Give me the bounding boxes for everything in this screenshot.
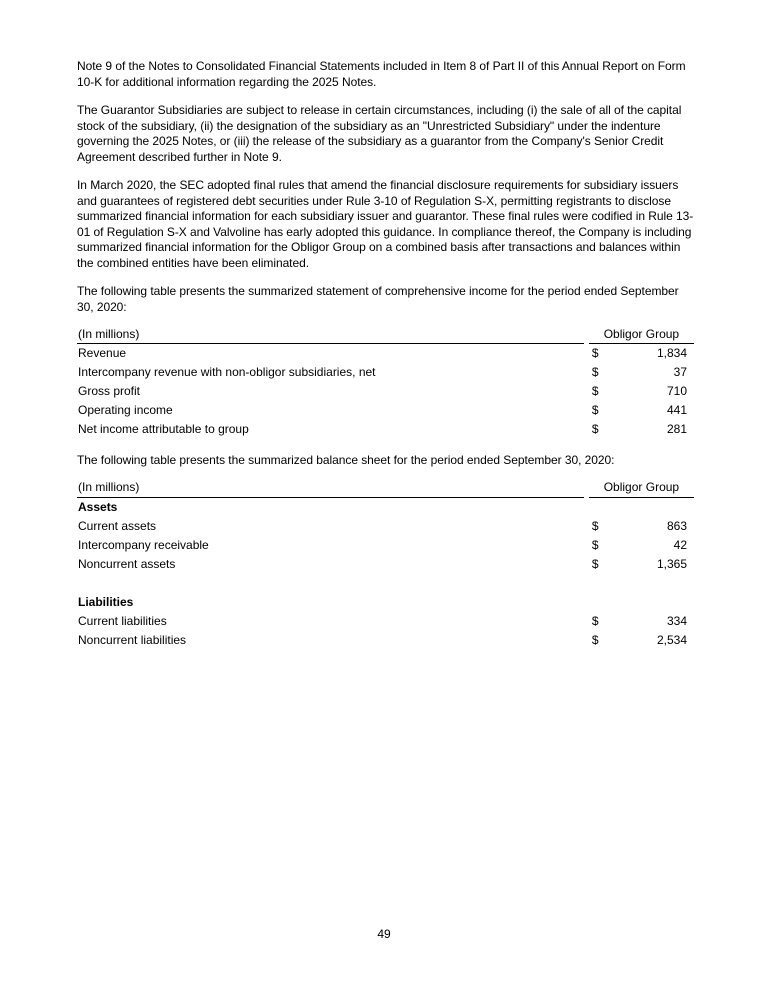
paragraph-sec-rules: In March 2020, the SEC adopted final rules that amend the financial disclosure requirements for subsidiary issuers and guarantees of registered debt securities under Rule 3-10 of Regulation S-X, permitting registrants to disclose summarized financial information for each subsidiary issuer and guarantor. These final rules were codified in Rule 13-01 of Regulation S-X and Valvoline has early adopted this guidance. In compliance thereof, the Company is including summarized financial information for the Obligor Group on a combined basis after transactions and balances within the combined entities have been eliminated. xyxy=(77,178,694,270)
value-current-liabilities: 334 xyxy=(666,613,687,628)
header-in-millions: (In millions) xyxy=(77,479,584,498)
value-gross-profit: 710 xyxy=(666,384,687,398)
section-heading-row xyxy=(77,593,694,612)
row-label-gross-profit: Gross profit xyxy=(78,384,141,398)
value-noncurrent-assets: 1,365 xyxy=(656,556,687,571)
header-in-millions: (In millions) xyxy=(77,325,584,344)
table-row xyxy=(77,555,694,574)
value-intercompany-revenue: 37 xyxy=(673,365,687,379)
header-obligor-group: Obligor Group xyxy=(589,325,694,344)
value-net-income: 281 xyxy=(666,422,687,436)
value-noncurrent-liabilities: 2,534 xyxy=(656,632,687,647)
row-label-operating-income: Operating income xyxy=(78,403,173,417)
balance-sheet-table xyxy=(77,479,694,650)
page-number: 49 xyxy=(377,927,391,941)
table-header-row xyxy=(77,325,694,344)
table-row xyxy=(77,631,694,650)
row-label-noncurrent-assets: Noncurrent assets xyxy=(78,556,176,571)
currency-symbol: $ xyxy=(591,632,599,647)
currency-symbol: $ xyxy=(591,556,599,571)
currency-symbol: $ xyxy=(591,537,599,552)
header-obligor-group: Obligor Group xyxy=(589,479,694,498)
row-label-current-assets: Current assets xyxy=(78,518,157,533)
currency-symbol: $ xyxy=(591,518,599,533)
value-operating-income: 441 xyxy=(666,403,687,417)
table-row xyxy=(77,612,694,631)
income-statement-table-wrapper xyxy=(77,325,697,439)
value-intercompany-receivable: 42 xyxy=(673,537,687,552)
table-row xyxy=(77,344,694,363)
table-row xyxy=(77,363,694,382)
spacer-row xyxy=(77,574,694,593)
paragraph-income-table-intro: The following table presents the summarized statement of comprehensive income for the period ended September 30, 2020: xyxy=(77,284,679,314)
currency-symbol: $ xyxy=(591,613,599,628)
table-row xyxy=(77,382,694,401)
table-row xyxy=(77,536,694,555)
currency-symbol: $ xyxy=(591,403,599,417)
income-statement-table xyxy=(77,325,694,439)
row-label-current-liabilities: Current liabilities xyxy=(78,613,167,628)
currency-symbol: $ xyxy=(591,346,599,360)
paragraph-note9-reference: Note 9 of the Notes to Consolidated Financial Statements included in Item 8 of Part II of this Annual Report on Form 10-K for additional information regarding the 2025 Notes. xyxy=(77,59,686,89)
balance-sheet-table-wrapper xyxy=(77,479,697,650)
value-current-assets: 863 xyxy=(666,518,687,533)
document-page xyxy=(77,59,697,650)
row-label-net-income: Net income attributable to group xyxy=(78,422,249,436)
currency-symbol: $ xyxy=(591,422,599,436)
section-heading-liabilities: Liabilities xyxy=(78,594,134,609)
value-revenue: 1,834 xyxy=(656,346,687,360)
row-label-intercompany-revenue: Intercompany revenue with non-obligor subsidiaries, net xyxy=(78,365,376,379)
section-heading-row xyxy=(77,498,694,517)
section-heading-assets: Assets xyxy=(78,499,118,514)
row-label-intercompany-receivable: Intercompany receivable xyxy=(78,537,209,552)
table-header-row xyxy=(77,479,694,498)
currency-symbol: $ xyxy=(591,365,599,379)
paragraph-balance-table-intro: The following table presents the summarized balance sheet for the period ended September 30, 2020: xyxy=(77,453,615,467)
table-row xyxy=(77,517,694,536)
row-label-revenue: Revenue xyxy=(78,346,127,360)
row-label-noncurrent-liabilities: Noncurrent liabilities xyxy=(78,632,187,647)
currency-symbol: $ xyxy=(591,384,599,398)
paragraph-guarantor-release: The Guarantor Subsidiaries are subject to release in certain circumstances, including (i) the sale of all of the capital stock of the subsidiary, (ii) the designation of the subsidiary as an "Unrestricted Subsidiary" under the indenture governing the 2025 Notes, or (iii) the release of the subsidiary as a guarantor from the Company's Senior Credit Agreement described further in Note 9. xyxy=(77,103,682,164)
table-row xyxy=(77,420,694,439)
table-row xyxy=(77,401,694,420)
